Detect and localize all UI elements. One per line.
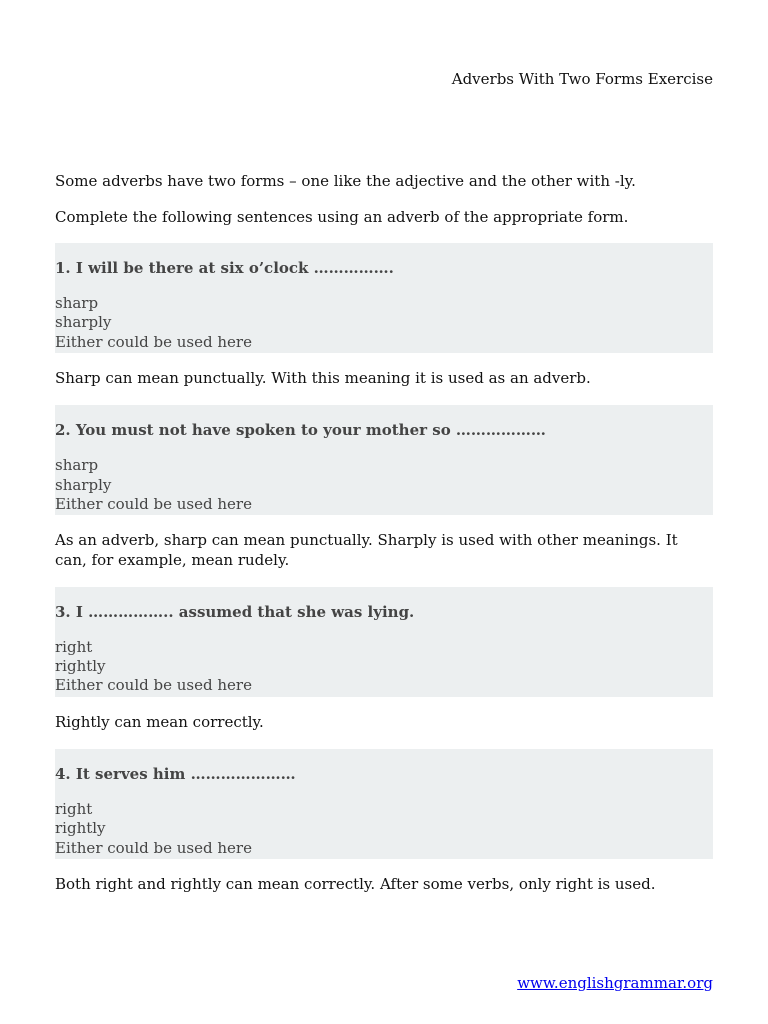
answer-option[interactable]: sharply — [55, 313, 112, 332]
question-card-2 — [55, 405, 713, 515]
answer-option[interactable]: rightly — [55, 657, 106, 676]
question-text: 1. I will be there at six o’clock ……………. — [55, 259, 394, 277]
explanation-text: Rightly can mean correctly. — [55, 712, 264, 731]
answer-option[interactable]: sharp — [55, 456, 99, 475]
exercise-content — [55, 171, 713, 911]
answer-option[interactable]: sharp — [55, 294, 99, 312]
answer-option[interactable]: Either could be used here — [55, 494, 252, 513]
page-title: Adverbs With Two Forms Exercise — [451, 70, 713, 88]
explanation-text: Sharp can mean punctually. With this meaning it is used as an adverb. — [55, 369, 591, 387]
question-card-3 — [55, 587, 713, 697]
question-text: 3. I …………….. assumed that she was lying. — [55, 602, 415, 621]
explanation-text: As an adverb, sharp can mean punctually. Sharply is used with other meanings. It can, for example, mean rudely. — [55, 531, 678, 569]
answer-option[interactable]: sharply — [55, 475, 112, 494]
question-text: 2. You must not have spoken to your mother so ……………… — [55, 421, 546, 440]
answer-option[interactable]: right — [55, 637, 93, 656]
answer-option[interactable]: right — [55, 800, 93, 819]
explanation-text: Both right and rightly can mean correctly. After some verbs, only right is used. — [55, 875, 656, 894]
question-text: 4. It serves him ………………… — [55, 765, 296, 784]
answer-option[interactable]: rightly — [55, 819, 106, 838]
intro-text: Some adverbs have two forms – one like the adjective and the other with -ly. — [55, 172, 636, 190]
answer-option[interactable]: Either could be used here — [55, 676, 252, 695]
answer-option[interactable]: Either could be used here — [55, 838, 252, 857]
question-card-1 — [55, 243, 713, 353]
question-card-4 — [55, 749, 713, 859]
answer-option[interactable]: Either could be used here — [55, 332, 252, 351]
instructions-text: Complete the following sentences using an adverb of the appropriate form. — [55, 208, 629, 226]
site-link[interactable]: www.englishgrammar.org — [517, 974, 713, 992]
